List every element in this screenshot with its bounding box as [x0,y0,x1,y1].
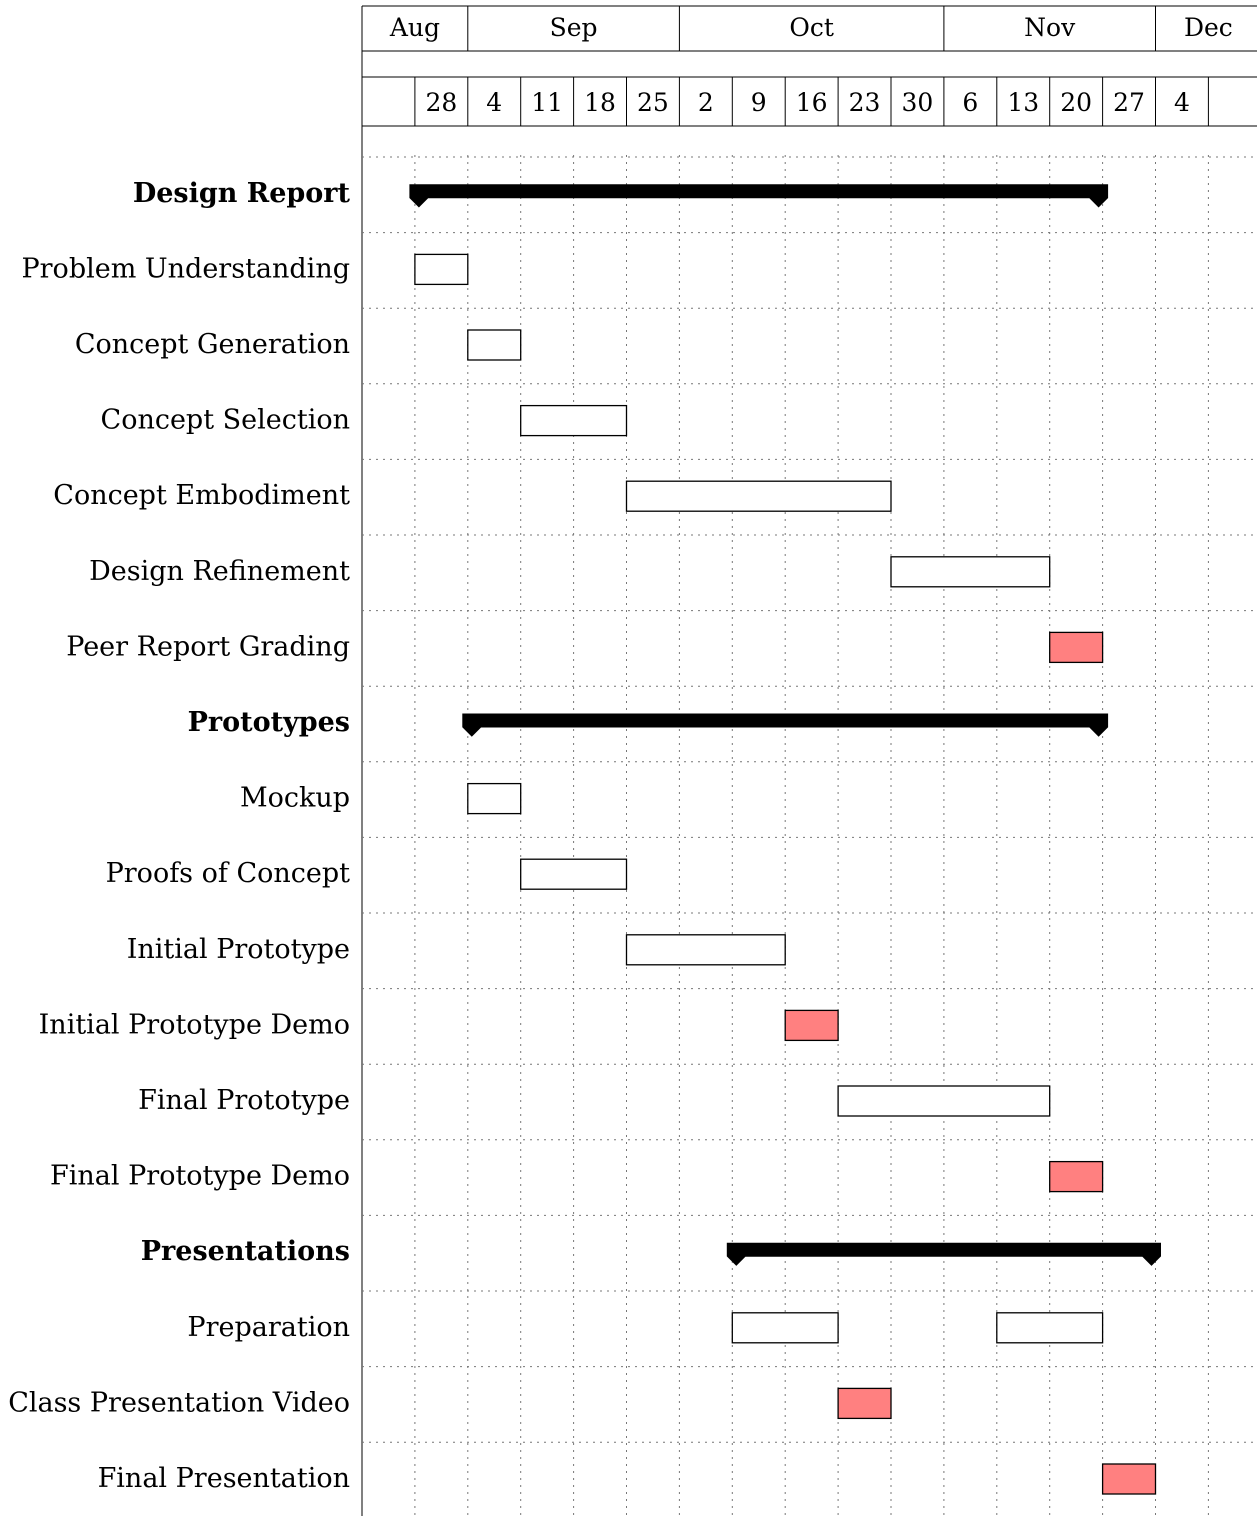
milestone-bar [785,1010,838,1040]
task-label: Final Prototype [138,1085,350,1116]
week-label: 2 [697,88,714,117]
task-bar [891,557,1050,587]
week-label: 6 [962,88,979,117]
week-label: 11 [531,88,564,117]
week-label: 20 [1060,88,1093,117]
week-label: 13 [1007,88,1040,117]
week-label: 16 [795,88,828,117]
task-bar [627,935,786,965]
month-label: Nov [1024,13,1076,42]
task-label: Concept Generation [74,329,350,360]
week-label: 18 [584,88,616,117]
task-bar [415,254,468,284]
week-label: 28 [425,88,458,117]
task-bar [838,1086,1050,1116]
task-bar [997,1313,1103,1343]
month-label: Oct [789,13,834,42]
week-label: 4 [486,88,503,117]
group-summary-bar [463,714,1108,736]
task-bar [468,330,521,360]
task-label: Initial Prototype [126,933,350,965]
milestone-bar [838,1388,891,1418]
task-label: Concept Selection [100,404,350,436]
task-bar [732,1313,838,1343]
milestone-bar [1050,1162,1103,1192]
group-label: Design Report [132,177,350,209]
week-label: 4 [1173,88,1190,117]
task-label: Concept Embodiment [53,480,350,512]
milestone-bar [1103,1464,1156,1494]
task-bar [521,406,627,436]
group-summary-bar [410,185,1108,207]
week-label: 23 [848,88,881,117]
group-label: Prototypes [187,707,350,738]
task-bar [521,859,627,889]
week-label: 9 [750,88,767,117]
task-bar [627,481,892,511]
task-label: Preparation [187,1311,350,1343]
week-label: 25 [637,88,669,117]
task-label: Proofs of Concept [105,858,350,890]
milestone-bar [1050,632,1103,662]
task-label: Final Prototype Demo [50,1160,350,1192]
task-label: Peer Report Grading [66,631,350,663]
group-label: Presentations [140,1236,350,1268]
month-label: Dec [1183,13,1233,42]
month-label: Sep [549,13,598,42]
month-label: Aug [389,13,440,42]
week-label: 27 [1113,88,1145,117]
task-bar [468,784,521,814]
task-labels [8,178,350,1494]
week-label: 30 [901,88,934,117]
task-label: Mockup [239,782,350,814]
task-label: Class Presentation Video [8,1387,350,1419]
task-label: Initial Prototype Demo [38,1009,350,1041]
task-label: Problem Understanding [21,253,350,285]
task-label: Final Presentation [97,1463,350,1494]
task-label: Design Refinement [89,555,350,587]
